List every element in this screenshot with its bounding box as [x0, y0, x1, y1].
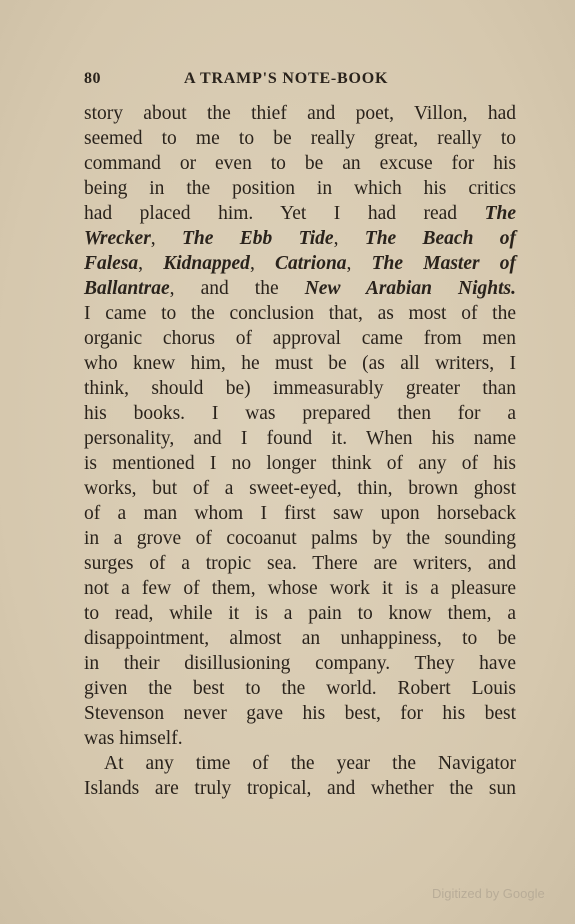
text-line: [84, 276, 516, 301]
text-run: had placed him. Yet I had read: [84, 203, 485, 224]
running-head: A TRAMP'S NOTE-BOOK: [184, 70, 389, 87]
book-title: The: [484, 203, 516, 224]
book-title: The Master of: [371, 253, 517, 274]
text-line: in a grove of cocoanut palms by the sounding: [84, 528, 516, 549]
page-header: [84, 70, 516, 94]
text-line: given the best to the world. Robert Louis: [84, 678, 516, 699]
book-title: Kidnapped: [163, 253, 250, 274]
text-line: disappointment, almost an unhappiness, to be: [84, 628, 516, 649]
book-title: Falesa: [84, 253, 139, 274]
text-line: seemed to me to be really great, really to: [84, 128, 516, 149]
book-title: New Arabian Nights.: [304, 278, 516, 299]
text-line: I came to the conclusion that, as most of the: [84, 303, 516, 324]
book-title: The Beach of: [364, 228, 516, 249]
text-line: organic chorus of approval came from men: [84, 328, 516, 349]
page-number: 80: [84, 70, 101, 87]
book-title: The Ebb Tide: [182, 228, 334, 249]
text-line: who knew him, he must be (as all writers, I: [84, 353, 516, 374]
text-line: being in the position in which his critics: [84, 178, 516, 199]
book-title: Catriona: [275, 253, 347, 274]
text-line: was himself.: [84, 728, 183, 749]
text-line: [84, 201, 516, 226]
text-line: Stevenson never gave his best, for his best: [84, 703, 516, 724]
text-line: not a few of them, whose work it is a pleasure: [84, 578, 516, 599]
text-line: command or even to be an excuse for his: [84, 153, 516, 174]
body-text: [84, 101, 516, 801]
text-line: personality, and I found it. When his name: [84, 428, 516, 449]
text-run: , and the: [169, 278, 305, 299]
book-title: Ballantrae: [84, 278, 170, 299]
text-line: works, but of a sweet-eyed, thin, brown ghost: [84, 478, 516, 499]
text-line: his books. I was prepared then for a: [84, 403, 516, 424]
watermark: Digitized by Google: [432, 886, 545, 901]
text-line: Falesa, Kidnapped, Catriona, The Master of: [84, 253, 517, 274]
text-line: of a man whom I first saw upon horseback: [84, 503, 516, 524]
text-line: to read, while it is a pain to know them, a: [84, 603, 516, 624]
text-line: story about the thief and poet, Villon, had: [84, 103, 516, 124]
text-line: surges of a tropic sea. There are writers, and: [84, 553, 516, 574]
text-line: is mentioned I no longer think of any of his: [84, 453, 516, 474]
text-line: in their disillusioning company. They have: [84, 653, 516, 674]
text-line: think, should be) immeasurably greater than: [84, 378, 516, 399]
text-line: Islands are truly tropical, and whether the sun: [84, 778, 516, 799]
text-line: Wrecker, The Ebb Tide, The Beach of: [84, 228, 516, 249]
text-line: At any time of the year the Navigator: [104, 753, 516, 774]
book-title: Wrecker: [84, 228, 151, 249]
